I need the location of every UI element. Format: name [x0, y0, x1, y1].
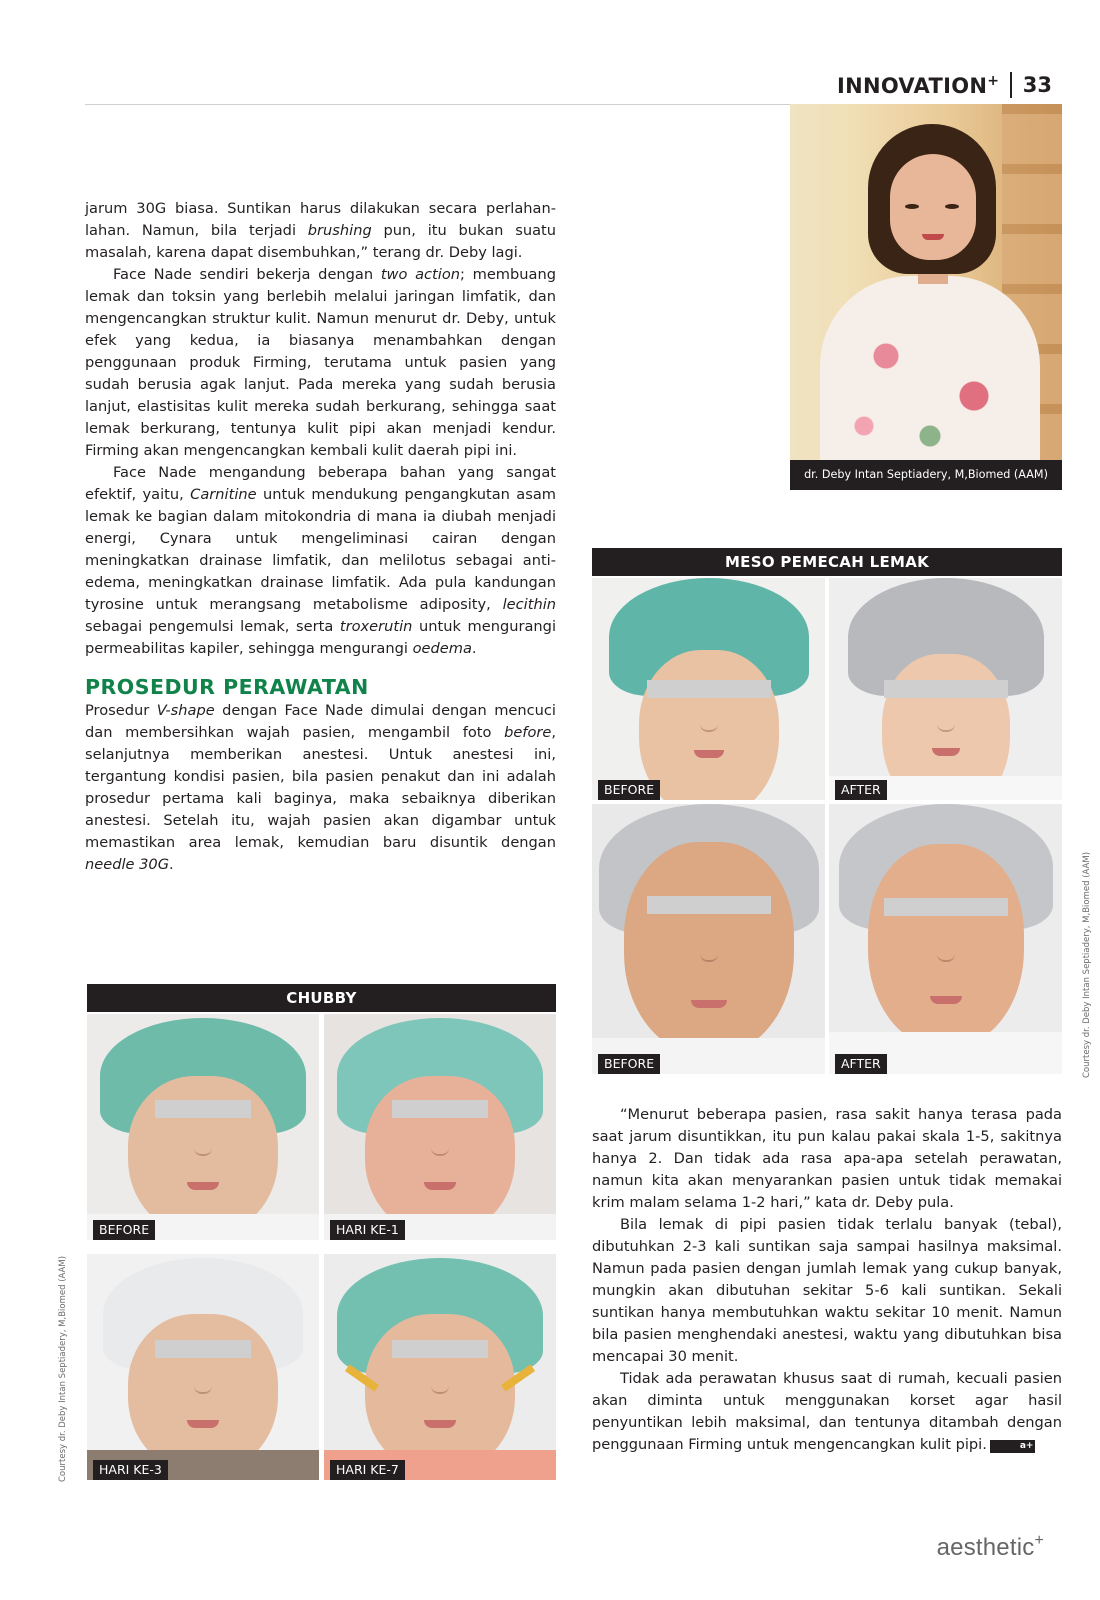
photo-label: AFTER: [835, 1054, 887, 1074]
left-column-text: [85, 198, 556, 876]
section-name: INNOVATION+: [836, 72, 1000, 98]
page-number: 33: [1022, 73, 1052, 97]
chubby-day3-photo: [87, 1254, 319, 1480]
paragraph: “Menurut beberapa pasien, rasa sakit hanya terasa pada saat jarum disuntikkan, itu pun kalau pakai skala 1-5, sakitnya hanya 2. Dan tidak ada rasa apa-apa setelah perawatan, namun kita akan menyarankan pasien untuk tidak memakai krim malam selama 1-2 hari,” kata dr. Deby pula.: [592, 1106, 1062, 1211]
photo-label: BEFORE: [598, 1054, 660, 1074]
section-heading: PROSEDUR PERAWATAN: [85, 675, 369, 699]
floral-blouse: [820, 276, 1040, 460]
meso-before-photo-1: [592, 578, 825, 800]
meso-panel-title: MESO PEMECAH LEMAK: [592, 548, 1062, 576]
magazine-brand: aesthetic+: [936, 1532, 1044, 1561]
meso-after-photo-2: [829, 804, 1062, 1074]
chubby-day1-photo: [324, 1014, 556, 1240]
top-rule: [85, 104, 790, 105]
photo-label: AFTER: [835, 780, 887, 800]
meso-after-photo-1: [829, 578, 1062, 800]
meso-photo-credit: Courtesy dr. Deby Intan Septiadery, M,Biomed (AAM): [1082, 851, 1092, 1078]
page-header: [837, 72, 1052, 98]
photo-label: BEFORE: [598, 780, 660, 800]
header-divider: [1010, 72, 1012, 98]
photo-label: BEFORE: [93, 1220, 155, 1240]
chubby-panel-title: CHUBBY: [87, 984, 556, 1012]
paragraph: Prosedur V-shape dengan Face Nade dimulai dengan mencuci dan membersihkan wajah pasien, mengambil foto before, selanjutnya memberikan anestesi. Untuk anestesi ini, tergantung kondisi pasien, bila pasien penakut dan ini adalah prosedur pertama kali baginya, maka sebaiknya diberikan anestesi. Setelah itu, wajah pasien akan digambar untuk memastikan area lemak, kemudian baru disuntik dengan needle 30G.: [85, 702, 556, 873]
end-mark-icon: a+: [990, 1440, 1036, 1453]
doctor-portrait-photo: [790, 104, 1062, 460]
meso-before-photo-2: [592, 804, 825, 1074]
right-column-text: [592, 1104, 1062, 1456]
paragraph: Tidak ada perawatan khusus saat di rumah, kecuali pasien akan diminta untuk menggunakan korset agar hasil penyuntikan lebih maksimal, dan tentunya ditambah dengan penggunaan Firming untuk mengencangkan kulit pipi. a+: [592, 1370, 1062, 1453]
paragraph: Face Nade sendiri bekerja dengan two action; membuang lemak dan toksin yang berlebih melalui jaringan limfatik, dan mengencangkan struktur kulit. Namun menurut dr. Deby, untuk efek yang kedua, ia biasanya menambahkan dengan penggunaan produk Firming, terutama untuk pasien yang sudah berusia agak lanjut. Pada mereka yang sudah berusia lanjut, elastisitas kulit mereka sudah berkurang, sehingga saat lemak berkurang, tentunya kulit pipi akan menjadi kendur. Firming akan mengencangkan kembali kulit daerah pipi ini.: [85, 266, 556, 459]
paragraph: Bila lemak di pipi pasien tidak terlalu banyak (tebal), dibutuhkan 2-3 kali suntikan saja sampai hasilnya maksimal. Namun pada pasien dengan jumlah lemak yang cukup banyak, mungkin akan dibutuhan sekitar 5-6 kali suntikan. Sekali suntikan hanya membutuhkan waktu sekitar 10 menit. Namun bila pasien menghendaki anestesi, waktu yang dibutuhkan bisa mencapai 30 menit.: [592, 1216, 1062, 1365]
chubby-day7-photo: [324, 1254, 556, 1480]
chubby-photo-credit: Courtesy dr. Deby Intan Septiadery, M,Biomed (AAM): [58, 1255, 68, 1482]
chubby-before-photo: [87, 1014, 319, 1240]
face: [890, 154, 976, 260]
paragraph: Face Nade mengandung beberapa bahan yang sangat efektif, yaitu, Carnitine untuk mendukung pengangkutan asam lemak ke bagian dalam mitokondria di mana ia diubah menjadi energi, Cynara untuk mengeliminasi cairan dengan meningkatkan drainase limfatik, dan melilotus sebagai anti-edema, meningkatkan drainase limfatik. Ada pula kandungan tyrosine untuk merangsang metabolisme adiposity, lecithin sebagai pengemulsi lemak, serta troxerutin untuk mengurangi permeabilitas kapiler, sehingga mengurangi oedema.: [85, 464, 557, 657]
photo-label: HARI KE-7: [330, 1460, 405, 1480]
photo-label: HARI KE-1: [330, 1220, 405, 1240]
photo-label: HARI KE-3: [93, 1460, 168, 1480]
paragraph: jarum 30G biasa. Suntikan harus dilakukan secara perlahan-lahan. Namun, bila terjadi brushing pun, itu bukan suatu masalah, karena dapat disembuhkan,” terang dr. Deby lagi.: [85, 200, 556, 261]
portrait-caption: dr. Deby Intan Septiadery, M,Biomed (AAM): [790, 460, 1062, 490]
